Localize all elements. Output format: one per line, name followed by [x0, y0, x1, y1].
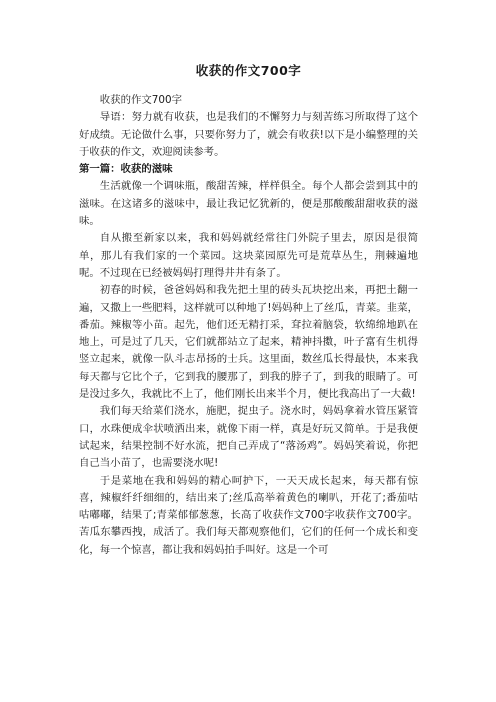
paragraph-1: 生活就像一个调味瓶，酸甜苦辣，样样俱全。每个人都会尝到其中的滋味。在这诸多的滋味中，最让我记忆犹新的，便是那酸酸甜甜收获的滋味。 — [79, 180, 418, 228]
paragraph-intro: 导语：努力就有收获，也是我们的不懈努力与刻苦练习所取得了这个好成绩。无论做什么事，只要你努力了，就会有收获!以下是小编整理的关于收获的作文，欢迎阅读参考。 — [79, 111, 418, 158]
paragraph-subtitle: 收获的作文700字 — [99, 94, 182, 106]
section-heading: 第一篇：收获的滋味 — [79, 163, 173, 176]
document-title: 收获的作文700字 — [195, 63, 302, 78]
paragraph-5: 于是菜地在我和妈妈的精心呵护下，一天天成长起来，每天都有惊喜，辣椒纤纤细细的，结出来了;丝瓜高举着黄色的喇叭，开花了;番茄咕咕嘟嘟，结果了;青菜郁郁葱葱，长高了收获作文700字收获作文700字。苦瓜东攀西拽，成活了。我们每天都观察他们，它们的任何一个成长和变化，每一个惊喜，都让我和妈妈拍手叫好。这是一个可 — [79, 474, 418, 556]
paragraph-3: 初春的时候，爸爸妈妈和我先把土里的砖头瓦块挖出来，再把土翻一遍，又撒上一些肥料，这样就可以种地了!妈妈种上了丝瓜，青菜。韭菜，番茄。辣椒等小苗。起先，他们还无精打采，耷拉着脑袋，软绵绵地趴在地上，可是过了几天，它们就都站立了起来，精神抖擞，叶子富有生机得竖立起来，就像一队斗志昂扬的士兵。这里面，数丝瓜长得最快，本来我每天都与它比个子，它到我的腰那了，到我的脖子了，到我的眼睛了。可是没过多久，我就比不上了，他们刚长出来半个月，便比我高出了一大截! — [79, 284, 418, 401]
paragraph-2: 自从搬至新家以来，我和妈妈就经常往门外院子里去，原因是很简单，那儿有我们家的一个菜园。这块菜园原先可是荒草丛生，荆棘遍地呢。不过现在已经被妈妈打理得井井有条了。 — [79, 232, 418, 279]
paragraph-4: 我们每天给菜们浇水，施肥，捉虫子。浇水时，妈妈拿着水管压紧管口，水珠便成伞状喷洒出来，就像下雨一样，真是好玩又简单。于是我便试起来，结果控制不好水流，把自己弄成了“落汤鸡”。妈妈笑着说，你把自己当小苗了，也需要浇水呢! — [79, 405, 418, 470]
